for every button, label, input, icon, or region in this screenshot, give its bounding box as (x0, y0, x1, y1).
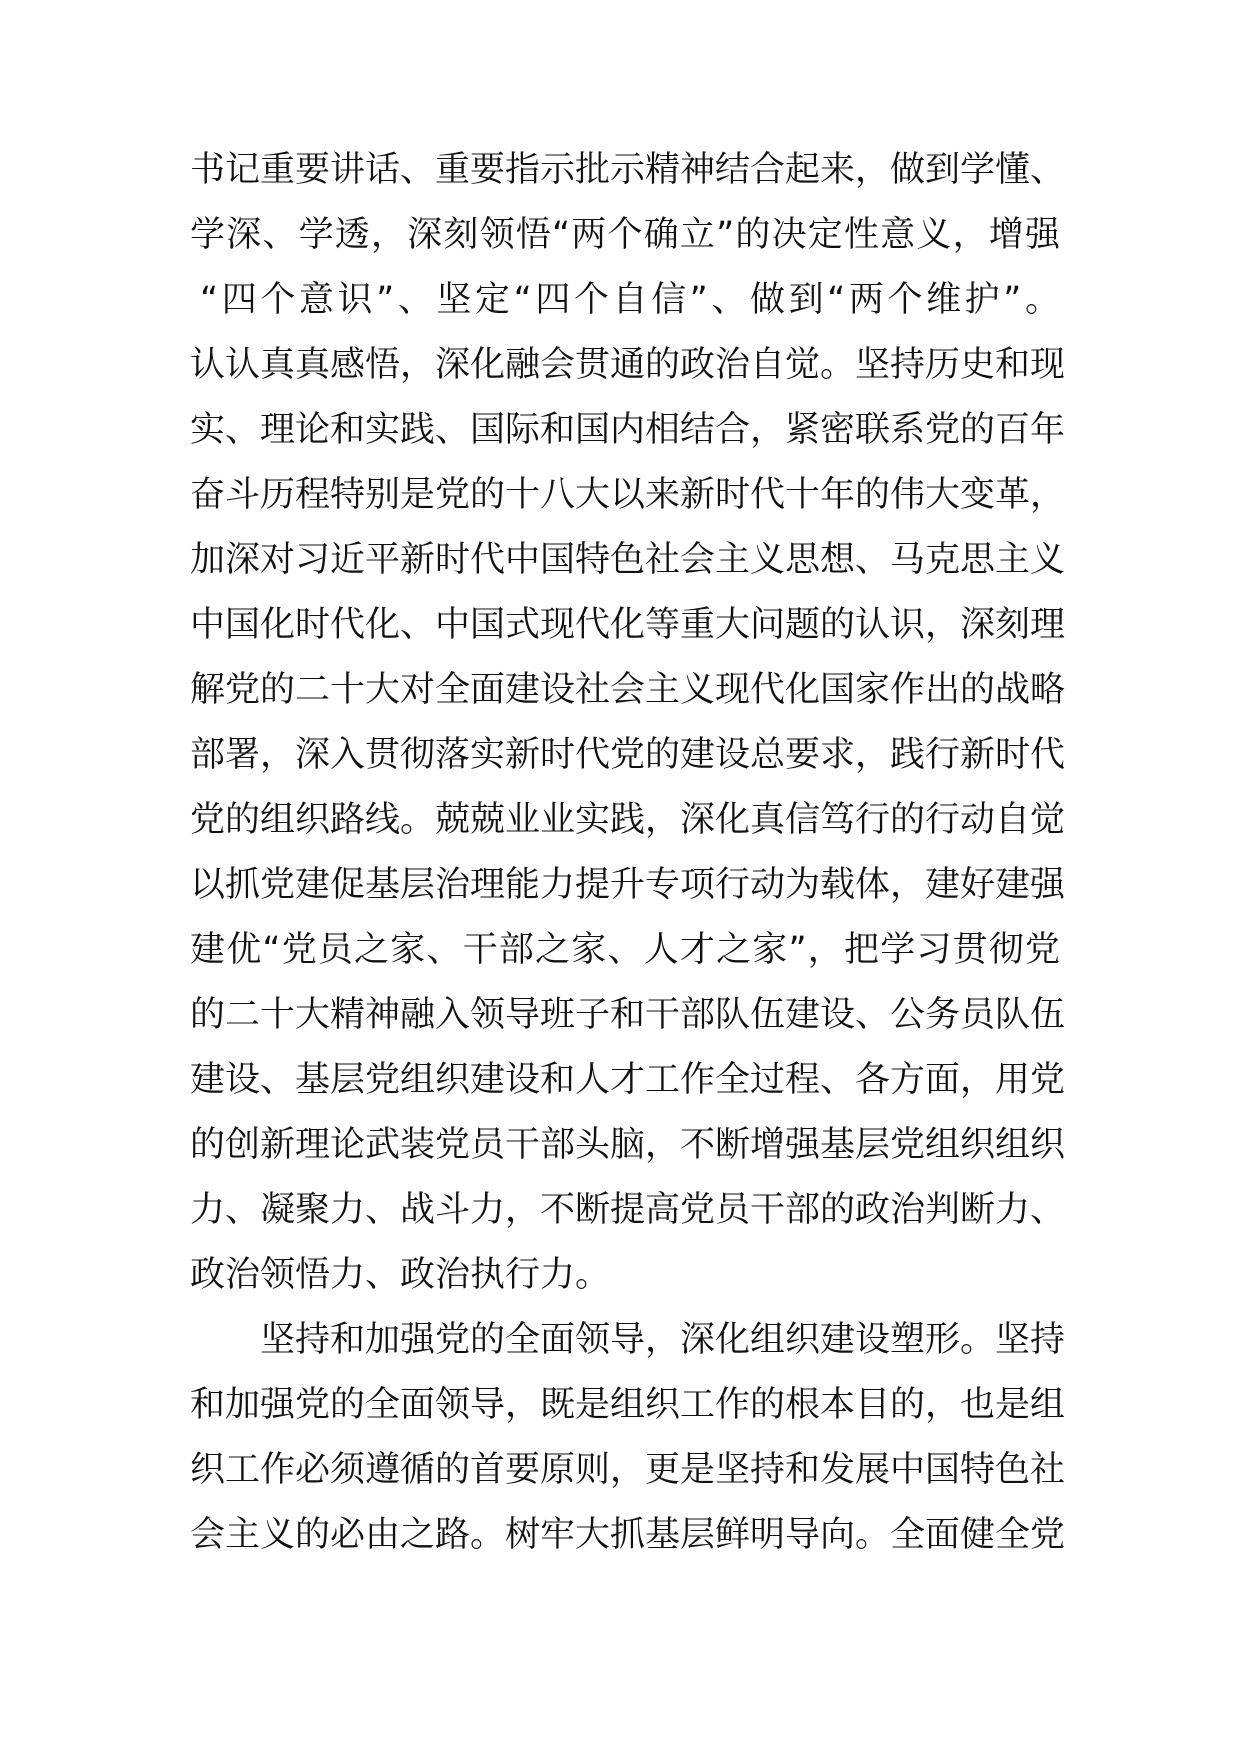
body-text (190, 138, 1066, 1568)
text-line: 中国化时代化、中国式现代化等重大问题的认识，深刻理 (190, 605, 1066, 645)
text-line: 部署，深入贯彻落实新时代党的建设总要求，践行新时代 (190, 735, 1066, 775)
text-line: 织工作必须遵循的首要原则，更是坚持和发展中国特色社 (190, 1450, 1066, 1490)
text-line: 认认真真感悟，深化融会贯通的政治自觉。坚持历史和现 (190, 345, 1066, 385)
text-line: 书记重要讲话、重要指示批示精神结合起来，做到学懂、 (190, 150, 1066, 190)
text-line: 建优“党员之家、干部之家、人才之家”，把学习贯彻党 (190, 930, 1060, 970)
text-line: 加深对习近平新时代中国特色社会主义思想、马克思主义 (190, 540, 1066, 580)
text-line: 的创新理论武装党员干部头脑，不断增强基层党组织组织 (190, 1125, 1066, 1165)
text-line: 力、凝聚力、战斗力，不断提高党员干部的政治判断力、 (190, 1190, 1066, 1230)
text-line: 的二十大精神融入领导班子和干部队伍建设、公务员队伍 (190, 995, 1066, 1035)
text-line: 和加强党的全面领导，既是组织工作的根本目的，也是组 (190, 1385, 1066, 1425)
text-line: 学深、学透，深刻领悟“两个确立”的决定性意义，增强 (190, 215, 1060, 255)
text-line: 坚持和加强党的全面领导，深化组织建设塑形。坚持 (260, 1320, 1066, 1360)
text-line: 建设、基层党组织建设和人才工作全过程、各方面，用党 (190, 1060, 1066, 1100)
text-line: 会主义的必由之路。树牢大抓基层鲜明导向。全面健全党 (190, 1515, 1066, 1555)
text-line: 奋斗历程特别是党的十八大以来新时代十年的伟大变革， (190, 475, 1066, 515)
text-line: 实、理论和实践、国际和国内相结合，紧密联系党的百年 (190, 410, 1066, 450)
text-line: 党的组织路线。兢兢业业实践，深化真信笃行的行动自觉 (190, 800, 1066, 840)
text-line: 解党的二十大对全面建设社会主义现代化国家作出的战略 (190, 670, 1066, 710)
text-line: 以抓党建促基层治理能力提升专项行动为载体，建好建强 (190, 865, 1066, 905)
text-line: “四个意识”、坚定“四个自信”、做到“两个维护”。 (200, 280, 1060, 320)
text-line: 政治领悟力、政治执行力。 (190, 1255, 611, 1295)
